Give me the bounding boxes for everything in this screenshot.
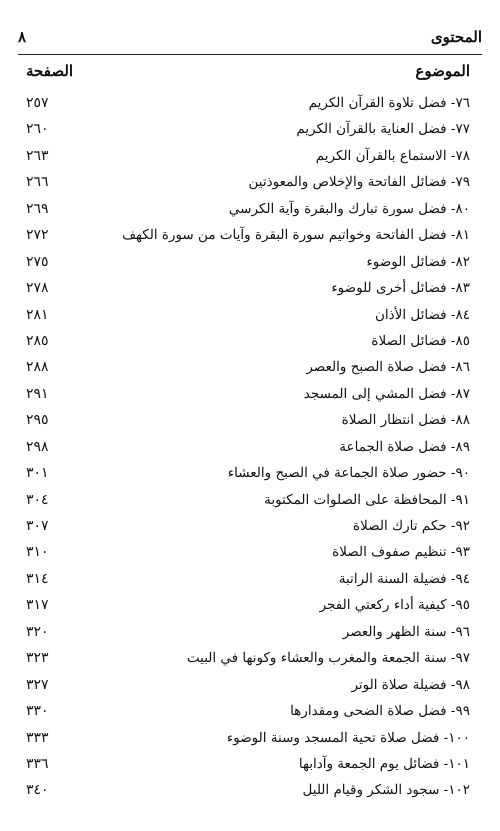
toc-entry-title: ٩٥- كيفية أداء ركعتي الفجر bbox=[319, 597, 470, 614]
toc-entry bbox=[26, 674, 470, 700]
toc-entry-title: ٩٠- حضور صلاة الجماعة في الصبح والعشاء bbox=[227, 465, 470, 482]
toc-entry bbox=[26, 356, 470, 382]
toc-entry bbox=[26, 700, 470, 726]
toc-entry-page: ٣٢٠ bbox=[26, 623, 49, 640]
toc-entry-page: ٣٣٠ bbox=[26, 703, 49, 720]
toc-entry-page: ٣٣٦ bbox=[26, 755, 49, 772]
toc-entry-title: ٧٩- فضائل الفاتحة والإخلاص والمعوذتين bbox=[248, 174, 470, 191]
page-title: المحتوى bbox=[430, 28, 482, 46]
toc-entry-page: ٢٨٥ bbox=[26, 332, 49, 349]
toc-entry-title: ١٠١- فضائل يوم الجمعة وآدابها bbox=[298, 755, 470, 772]
page-header bbox=[18, 28, 482, 55]
toc-entry bbox=[26, 224, 470, 250]
toc-entry bbox=[26, 568, 470, 594]
toc-list bbox=[26, 92, 470, 806]
toc-entry bbox=[26, 118, 470, 144]
toc-entry-title: ١٠٢- سجود الشكر وقيام الليل bbox=[302, 782, 470, 799]
toc-entry bbox=[26, 251, 470, 277]
toc-entry bbox=[26, 541, 470, 567]
toc-entry bbox=[26, 92, 470, 118]
toc-entry-page: ٢٨١ bbox=[26, 306, 49, 323]
page-number: ٨ bbox=[18, 28, 27, 46]
toc-entry-page: ٣٢٣ bbox=[26, 650, 49, 667]
page-column-header: الصفحة bbox=[26, 62, 74, 80]
toc-entry-page: ٣٣٣ bbox=[26, 729, 49, 746]
toc-entry bbox=[26, 621, 470, 647]
toc-entry-page: ٢٩١ bbox=[26, 385, 49, 402]
subject-column-header: الموضوع bbox=[415, 62, 470, 80]
toc-entry bbox=[26, 304, 470, 330]
toc-entry bbox=[26, 779, 470, 805]
toc-entry-title: ٩٧- سنة الجمعة والمغرب والعشاء وكونها في البيت bbox=[186, 650, 470, 667]
toc-entry bbox=[26, 647, 470, 673]
toc-entry-title: ٨٣- فضائل أخرى للوضوء bbox=[331, 280, 470, 297]
toc-entry-page: ٣٤٠ bbox=[26, 782, 49, 799]
toc-entry-page: ٢٦٣ bbox=[26, 147, 49, 164]
toc-entry-title: ١٠٠- فضل صلاة تحية المسجد وسنة الوضوء bbox=[226, 729, 470, 746]
toc-entry bbox=[26, 409, 470, 435]
toc-entry-page: ٢٦٦ bbox=[26, 174, 49, 191]
toc-entry-title: ٨٥- فضائل الصلاة bbox=[371, 332, 470, 349]
toc-entry-title: ٧٦- فضل تلاوة القرآن الكريم bbox=[308, 95, 470, 111]
toc-entry-title: ٧٨- الاستماع بالقرآن الكريم bbox=[315, 147, 470, 164]
toc-entry-page: ٢٨٨ bbox=[26, 359, 49, 376]
toc-entry-title: ٩٦- سنة الظهر والعصر bbox=[342, 623, 470, 640]
toc-entry-title: ٧٧- فضل العناية بالقرآن الكريم bbox=[296, 121, 470, 138]
toc-entry bbox=[26, 489, 470, 515]
toc-entry-page: ٢٩٥ bbox=[26, 412, 49, 429]
toc-entry-page: ٢٧٢ bbox=[26, 227, 49, 244]
toc-entry bbox=[26, 753, 470, 779]
toc-entry-title: ٨٤- فضائل الأذان bbox=[374, 306, 470, 323]
toc-entry-title: ٩٩- فضل صلاة الضحى ومقدارها bbox=[290, 703, 470, 720]
toc-entry-page: ٣١٤ bbox=[26, 570, 49, 587]
toc-entry-page: ٢٦٠ bbox=[26, 121, 49, 138]
toc-entry-title: ٩١- المحافظة على الصلوات المكتوبة bbox=[264, 491, 470, 508]
toc-entry-title: ٨١- فضل الفاتحة وخواتيم سورة البقرة وآيات من سورة الكهف bbox=[122, 227, 470, 244]
toc-entry bbox=[26, 330, 470, 356]
toc-entry-page: ٢٧٨ bbox=[26, 280, 49, 297]
toc-entry-page: ٣١٠ bbox=[26, 544, 49, 561]
toc-entry-title: ٩٣- تنظيم صفوف الصلاة bbox=[332, 544, 470, 561]
toc-entry bbox=[26, 594, 470, 620]
toc-entry bbox=[26, 383, 470, 409]
toc-entry-title: ٨٩- فضل صلاة الجماعة bbox=[339, 438, 470, 455]
toc-entry-page: ٣١٧ bbox=[26, 597, 49, 614]
toc-entry-title: ٨٧- فضل المشي إلى المسجد bbox=[303, 385, 470, 402]
toc-entry-page: ٢٩٨ bbox=[26, 438, 49, 455]
toc-entry-page: ٣٢٧ bbox=[26, 676, 49, 693]
toc-entry-title: ٩٨- فضيلة صلاة الوتر bbox=[351, 676, 470, 693]
toc-entry-page: ٢٥٧ bbox=[26, 95, 49, 111]
toc-entry bbox=[26, 171, 470, 197]
toc-entry-page: ٢٦٩ bbox=[26, 200, 49, 217]
toc-entry-page: ٣٠٧ bbox=[26, 518, 49, 534]
column-headers bbox=[26, 62, 470, 88]
toc-entry bbox=[26, 727, 470, 753]
toc-entry-page: ٢٧٥ bbox=[26, 253, 49, 270]
toc-entry bbox=[26, 515, 470, 541]
toc-entry-page: ٣٠٤ bbox=[26, 491, 49, 508]
toc-entry bbox=[26, 436, 470, 462]
toc-entry-title: ٨٠- فضل سورة تبارك والبقرة وآية الكرسي bbox=[228, 200, 470, 217]
toc-entry-title: ٨٨- فضل انتظار الصلاة bbox=[341, 412, 470, 429]
toc-entry bbox=[26, 145, 470, 171]
toc-entry-title: ٨٢- فضائل الوضوء bbox=[366, 253, 470, 270]
toc-entry-title: ٨٦- فضل صلاة الصبح والعصر bbox=[306, 359, 470, 376]
toc-entry bbox=[26, 277, 470, 303]
toc-entry bbox=[26, 462, 470, 488]
toc-entry-title: ٩٢- حكم تارك الصلاة bbox=[353, 518, 470, 534]
toc-entry-page: ٣٠١ bbox=[26, 465, 49, 482]
toc-entry bbox=[26, 198, 470, 224]
toc-entry-title: ٩٤- فضيلة السنة الراتبة bbox=[338, 570, 470, 587]
